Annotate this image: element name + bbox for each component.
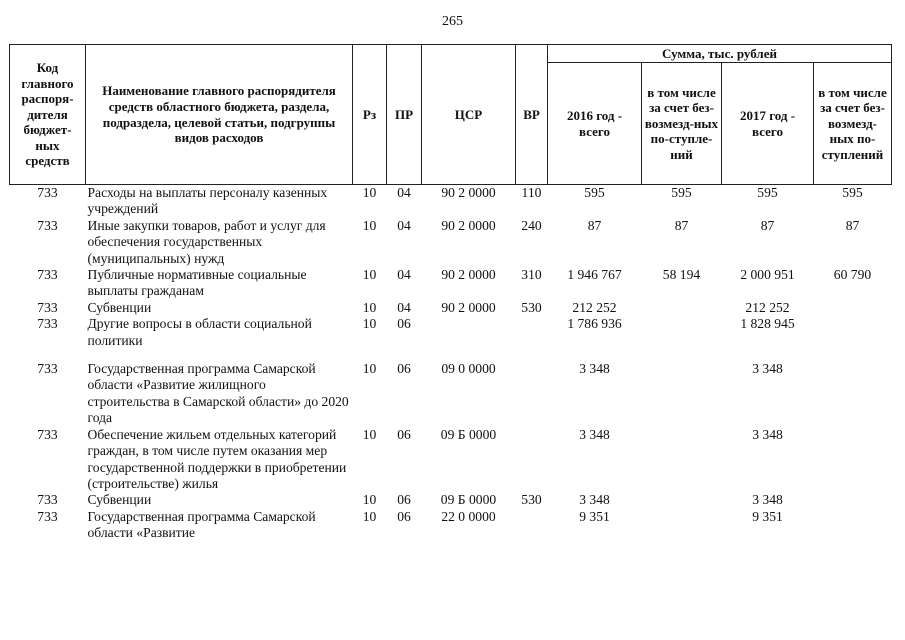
table-body [10, 185, 892, 542]
cell-csr: 09 0 0000 [441, 361, 496, 377]
cell-name: Расходы на выплаты персоналу казенных учреждений [87, 185, 328, 217]
cell-code: 733 [37, 426, 58, 442]
cell-name: Иные закупки товаров, работ и услуг для обеспечения государственных (муниципальных) нужд [87, 217, 326, 266]
cell-name: Государственная программа Самарской области «Развитие [87, 508, 316, 541]
table-row [10, 316, 892, 349]
header-name: Наименование главного распорядителя средств областного бюджета, раздела, подраздела, целевой статьи, подгруппы видов расходов [86, 45, 353, 185]
cell-2016-total: 3 348 [579, 492, 610, 508]
cell-2017-total: 9 351 [752, 508, 783, 524]
cell-pr: 04 [397, 185, 411, 200]
cell-2017-free [814, 349, 892, 427]
header-code: Код главного распоря-дителя бюджет-ных средств [10, 45, 86, 185]
cell-rz: 10 [362, 361, 377, 377]
cell-2016-free [642, 509, 722, 542]
cell-vr [516, 427, 548, 493]
cell-2016-free [642, 300, 722, 316]
cell-rz: 10 [362, 316, 377, 332]
cell-2017-free [814, 300, 892, 316]
cell-2017-total: 3 348 [752, 426, 783, 442]
cell-2016-free [642, 349, 722, 427]
header-2016-free: в том числе за счет без-возмезд-ных по-ступле-ний [642, 63, 722, 185]
header-sum: Сумма, тыс. рублей [548, 45, 892, 63]
cell-name: Субвенции [87, 492, 152, 508]
cell-pr: 06 [397, 492, 411, 508]
header-2017-total: 2017 год - всего [722, 63, 814, 185]
table-row [10, 267, 892, 300]
table-row [10, 218, 892, 267]
table-row [10, 349, 892, 427]
header-pr: ПР [387, 45, 422, 185]
cell-vr: 530 [521, 299, 542, 315]
cell-2016-free: 595 [671, 185, 692, 200]
cell-2017-total: 2 000 951 [740, 267, 795, 283]
cell-2017-total: 212 252 [745, 299, 790, 315]
cell-code: 733 [37, 185, 58, 200]
cell-2016-total: 3 348 [579, 361, 610, 377]
cell-2017-free: 87 [845, 217, 860, 233]
cell-2016-total: 212 252 [572, 299, 617, 315]
cell-csr: 09 Б 0000 [440, 426, 497, 442]
cell-2017-total: 1 828 945 [740, 316, 795, 332]
cell-2016-total: 595 [584, 185, 605, 200]
header-csr: ЦСР [422, 45, 516, 185]
cell-vr: 530 [521, 492, 542, 508]
cell-csr [422, 316, 516, 349]
cell-code: 733 [37, 299, 58, 315]
cell-rz: 10 [362, 299, 377, 315]
cell-2016-total: 1 946 767 [567, 267, 622, 283]
cell-csr: 90 2 0000 [441, 185, 496, 200]
cell-2016-total: 3 348 [579, 426, 610, 442]
table-header [10, 45, 892, 185]
cell-2017-free: 60 790 [833, 267, 872, 283]
cell-2016-free [642, 316, 722, 349]
cell-vr [516, 316, 548, 349]
cell-rz: 10 [362, 267, 377, 283]
cell-2017-total: 87 [760, 217, 775, 233]
cell-csr: 09 Б 0000 [440, 492, 497, 508]
header-2017-free: в том числе за счет без-возмезд-ных по-ступлений [814, 63, 892, 185]
table-row [10, 509, 892, 542]
header-2016-total: 2016 год - всего [548, 63, 642, 185]
cell-2017-free [814, 492, 892, 508]
cell-code: 733 [37, 316, 58, 332]
cell-2016-total: 87 [587, 217, 602, 233]
cell-rz: 10 [362, 492, 377, 508]
cell-2016-free [642, 492, 722, 508]
cell-name: Публичные нормативные социальные выплаты гражданам [87, 267, 307, 299]
header-rz: Рз [353, 45, 387, 185]
cell-vr [516, 509, 548, 542]
cell-vr: 110 [521, 185, 542, 200]
cell-2017-free [814, 427, 892, 493]
cell-pr: 06 [397, 316, 411, 332]
cell-2017-free: 595 [842, 185, 863, 200]
table-row [10, 300, 892, 316]
cell-2017-total: 3 348 [752, 361, 783, 377]
cell-code: 733 [37, 361, 58, 377]
cell-pr: 06 [397, 361, 411, 377]
cell-rz: 10 [362, 426, 377, 442]
cell-code: 733 [37, 267, 58, 283]
cell-2017-free [814, 509, 892, 542]
cell-name: Государственная программа Самарской области «Развитие жилищного строительства в Самарской области» до 2020 года [87, 361, 349, 426]
cell-csr: 22 0 0000 [441, 508, 496, 524]
cell-rz: 10 [362, 185, 377, 200]
cell-pr: 04 [397, 267, 411, 283]
cell-pr: 04 [397, 217, 411, 233]
cell-pr: 04 [397, 299, 411, 315]
cell-code: 733 [37, 508, 58, 524]
cell-rz: 10 [362, 508, 377, 524]
cell-vr [516, 349, 548, 427]
budget-table [9, 44, 892, 542]
cell-name: Обеспечение жильем отдельных категорий граждан, в том числе путем оказания мер государственной поддержки в приобретении (строительстве) жилья [87, 426, 347, 491]
header-vr: ВР [516, 45, 548, 185]
cell-2017-free [814, 316, 892, 349]
cell-2016-total: 9 351 [579, 508, 610, 524]
cell-pr: 06 [397, 426, 411, 442]
cell-name: Другие вопросы в области социальной политики [87, 316, 312, 348]
cell-2017-total: 3 348 [752, 492, 783, 508]
cell-2016-free: 58 194 [662, 267, 701, 283]
cell-code: 733 [37, 492, 58, 508]
cell-2016-free: 87 [674, 217, 689, 233]
cell-name: Субвенции [87, 299, 152, 315]
table-row [10, 185, 892, 218]
cell-pr: 06 [397, 508, 411, 524]
cell-csr: 90 2 0000 [441, 299, 496, 315]
table-row [10, 492, 892, 508]
page-number: 265 [442, 14, 463, 29]
cell-rz: 10 [362, 217, 377, 233]
cell-vr: 310 [521, 267, 542, 283]
cell-2016-total: 1 786 936 [567, 316, 622, 332]
cell-vr: 240 [521, 217, 542, 233]
cell-code: 733 [37, 217, 58, 233]
cell-2017-total: 595 [757, 185, 778, 200]
cell-2016-free [642, 427, 722, 493]
cell-csr: 90 2 0000 [441, 217, 496, 233]
cell-csr: 90 2 0000 [441, 267, 496, 283]
table-row [10, 427, 892, 493]
